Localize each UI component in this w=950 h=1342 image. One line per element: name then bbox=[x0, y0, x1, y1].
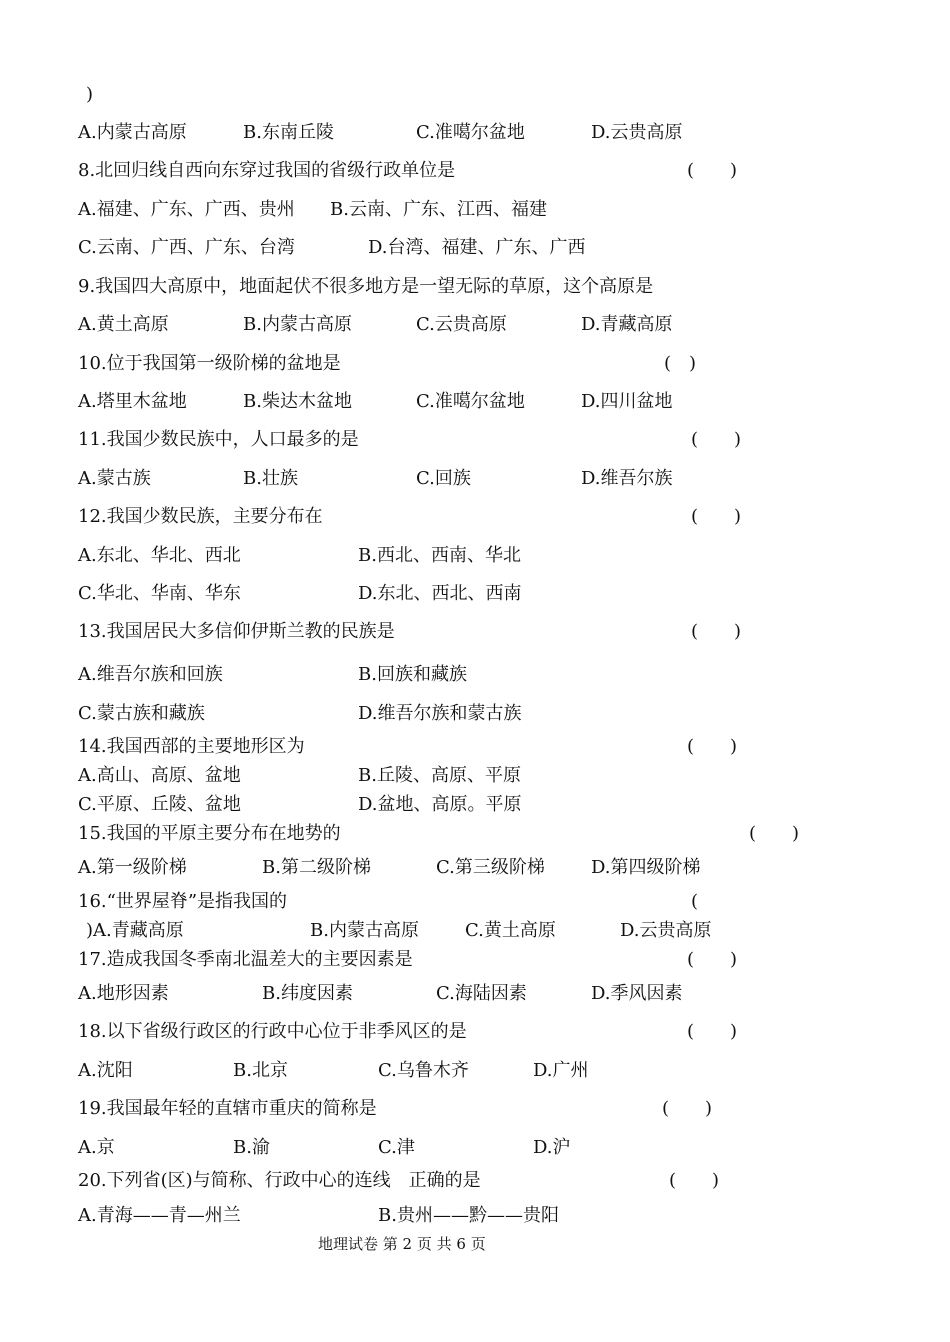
option-d: D.盆地、高原。平原 bbox=[358, 794, 522, 815]
option-b: B.西北、西南、华北 bbox=[358, 545, 521, 566]
question-9: 9.我国四大高原中，地面起伏不很多地方是一望无际的草原，这个高原是 bbox=[78, 276, 654, 297]
option-a: A.内蒙古高原 bbox=[78, 122, 187, 143]
option-d: D.东北、西北、西南 bbox=[358, 583, 522, 604]
option-b: B.北京 bbox=[233, 1060, 288, 1081]
option-b: B.贵州——黔——贵阳 bbox=[378, 1205, 559, 1226]
option-a: A.京 bbox=[78, 1137, 115, 1158]
option-d: D.季风因素 bbox=[591, 983, 683, 1004]
option-c: C.准噶尔盆地 bbox=[416, 391, 525, 412]
option-a: A.维吾尔族和回族 bbox=[78, 664, 223, 685]
option-c: C.海陆因素 bbox=[436, 983, 527, 1004]
option-a: A.青海——青—州兰 bbox=[78, 1205, 241, 1226]
option-d: D.广州 bbox=[533, 1060, 589, 1081]
option-c: C.乌鲁木齐 bbox=[378, 1060, 469, 1081]
option-b: B.纬度因素 bbox=[262, 983, 353, 1004]
option-d: D.云贵高原 bbox=[591, 122, 683, 143]
answer-bracket: ( ) bbox=[669, 1170, 720, 1191]
option-c: C.平原、丘陵、盆地 bbox=[78, 794, 241, 815]
answer-bracket: ( ) bbox=[687, 949, 738, 970]
option-b: B.壮族 bbox=[243, 468, 298, 489]
answer-bracket: ( ) bbox=[687, 160, 738, 181]
option-a: )A.青藏高原 bbox=[86, 920, 184, 941]
answer-bracket: ( ) bbox=[691, 429, 742, 450]
option-d: D.台湾、福建、广东、广西 bbox=[368, 237, 586, 258]
option-a: A.东北、华北、西北 bbox=[78, 545, 241, 566]
option-a: A.福建、广东、广西、贵州 bbox=[78, 199, 295, 220]
option-c: C.华北、华南、华东 bbox=[78, 583, 241, 604]
question-18: 18.以下省级行政区的行政中心位于非季风区的是 bbox=[78, 1021, 467, 1042]
question-11: 11.我国少数民族中，人口最多的是 bbox=[78, 429, 359, 450]
option-c: C.云贵高原 bbox=[416, 314, 507, 335]
question-20: 20.下列省(区)与简称、行政中心的连线 正确的是 bbox=[78, 1170, 481, 1191]
option-a: A.塔里木盆地 bbox=[78, 391, 187, 412]
question-13: 13.我国居民大多信仰伊斯兰教的民族是 bbox=[78, 621, 395, 642]
option-b: B.第二级阶梯 bbox=[262, 857, 371, 878]
answer-bracket: ( ) bbox=[687, 736, 738, 757]
option-d: D.维吾尔族和蒙古族 bbox=[358, 703, 522, 724]
answer-bracket: ( ) bbox=[687, 1021, 738, 1042]
option-d: D.云贵高原 bbox=[620, 920, 712, 941]
option-c: C.第三级阶梯 bbox=[436, 857, 545, 878]
option-a: A.第一级阶梯 bbox=[78, 857, 187, 878]
option-a: A.沈阳 bbox=[78, 1060, 133, 1081]
option-c: C.蒙古族和藏族 bbox=[78, 703, 205, 724]
question-14: 14.我国西部的主要地形区为 bbox=[78, 736, 305, 757]
option-a: A.高山、高原、盆地 bbox=[78, 765, 241, 786]
option-a: A.黄土高原 bbox=[78, 314, 169, 335]
answer-bracket: ( ) bbox=[664, 353, 697, 374]
option-c: C.津 bbox=[378, 1137, 415, 1158]
answer-bracket-open: ( bbox=[691, 891, 699, 912]
option-c: C.准噶尔盆地 bbox=[416, 122, 525, 143]
answer-bracket: ( ) bbox=[662, 1098, 713, 1119]
option-d: D.维吾尔族 bbox=[581, 468, 673, 489]
question-10: 10.位于我国第一级阶梯的盆地是 bbox=[78, 353, 341, 374]
answer-bracket: ( ) bbox=[749, 823, 800, 844]
question-8: 8.北回归线自西向东穿过我国的省级行政单位是 bbox=[78, 160, 456, 181]
option-b: B.回族和藏族 bbox=[358, 664, 467, 685]
text-line: ) bbox=[86, 84, 94, 105]
option-d: D.沪 bbox=[533, 1137, 571, 1158]
option-b: B.内蒙古高原 bbox=[243, 314, 352, 335]
option-d: D.四川盆地 bbox=[581, 391, 673, 412]
option-b: B.内蒙古高原 bbox=[310, 920, 419, 941]
option-b: B.丘陵、高原、平原 bbox=[358, 765, 521, 786]
option-b: B.东南丘陵 bbox=[243, 122, 334, 143]
option-c: C.云南、广西、广东、台湾 bbox=[78, 237, 295, 258]
option-c: C.回族 bbox=[416, 468, 471, 489]
option-b: B.云南、广东、江西、福建 bbox=[330, 199, 547, 220]
answer-bracket: ( ) bbox=[691, 506, 742, 527]
option-b: B.柴达木盆地 bbox=[243, 391, 352, 412]
page-footer: 地理试卷 第 2 页 共 6 页 bbox=[318, 1235, 486, 1253]
option-d: D.青藏高原 bbox=[581, 314, 673, 335]
option-a: A.地形因素 bbox=[78, 983, 169, 1004]
question-16: 16.“世界屋脊”是指我国的 bbox=[78, 891, 288, 912]
option-d: D.第四级阶梯 bbox=[591, 857, 701, 878]
option-a: A.蒙古族 bbox=[78, 468, 151, 489]
question-17: 17.造成我国冬季南北温差大的主要因素是 bbox=[78, 949, 413, 970]
option-b: B.渝 bbox=[233, 1137, 270, 1158]
answer-bracket: ( ) bbox=[691, 621, 742, 642]
question-15: 15.我国的平原主要分布在地势的 bbox=[78, 823, 341, 844]
question-12: 12.我国少数民族，主要分布在 bbox=[78, 506, 323, 527]
question-19: 19.我国最年轻的直辖市重庆的简称是 bbox=[78, 1098, 377, 1119]
option-c: C.黄土高原 bbox=[465, 920, 556, 941]
